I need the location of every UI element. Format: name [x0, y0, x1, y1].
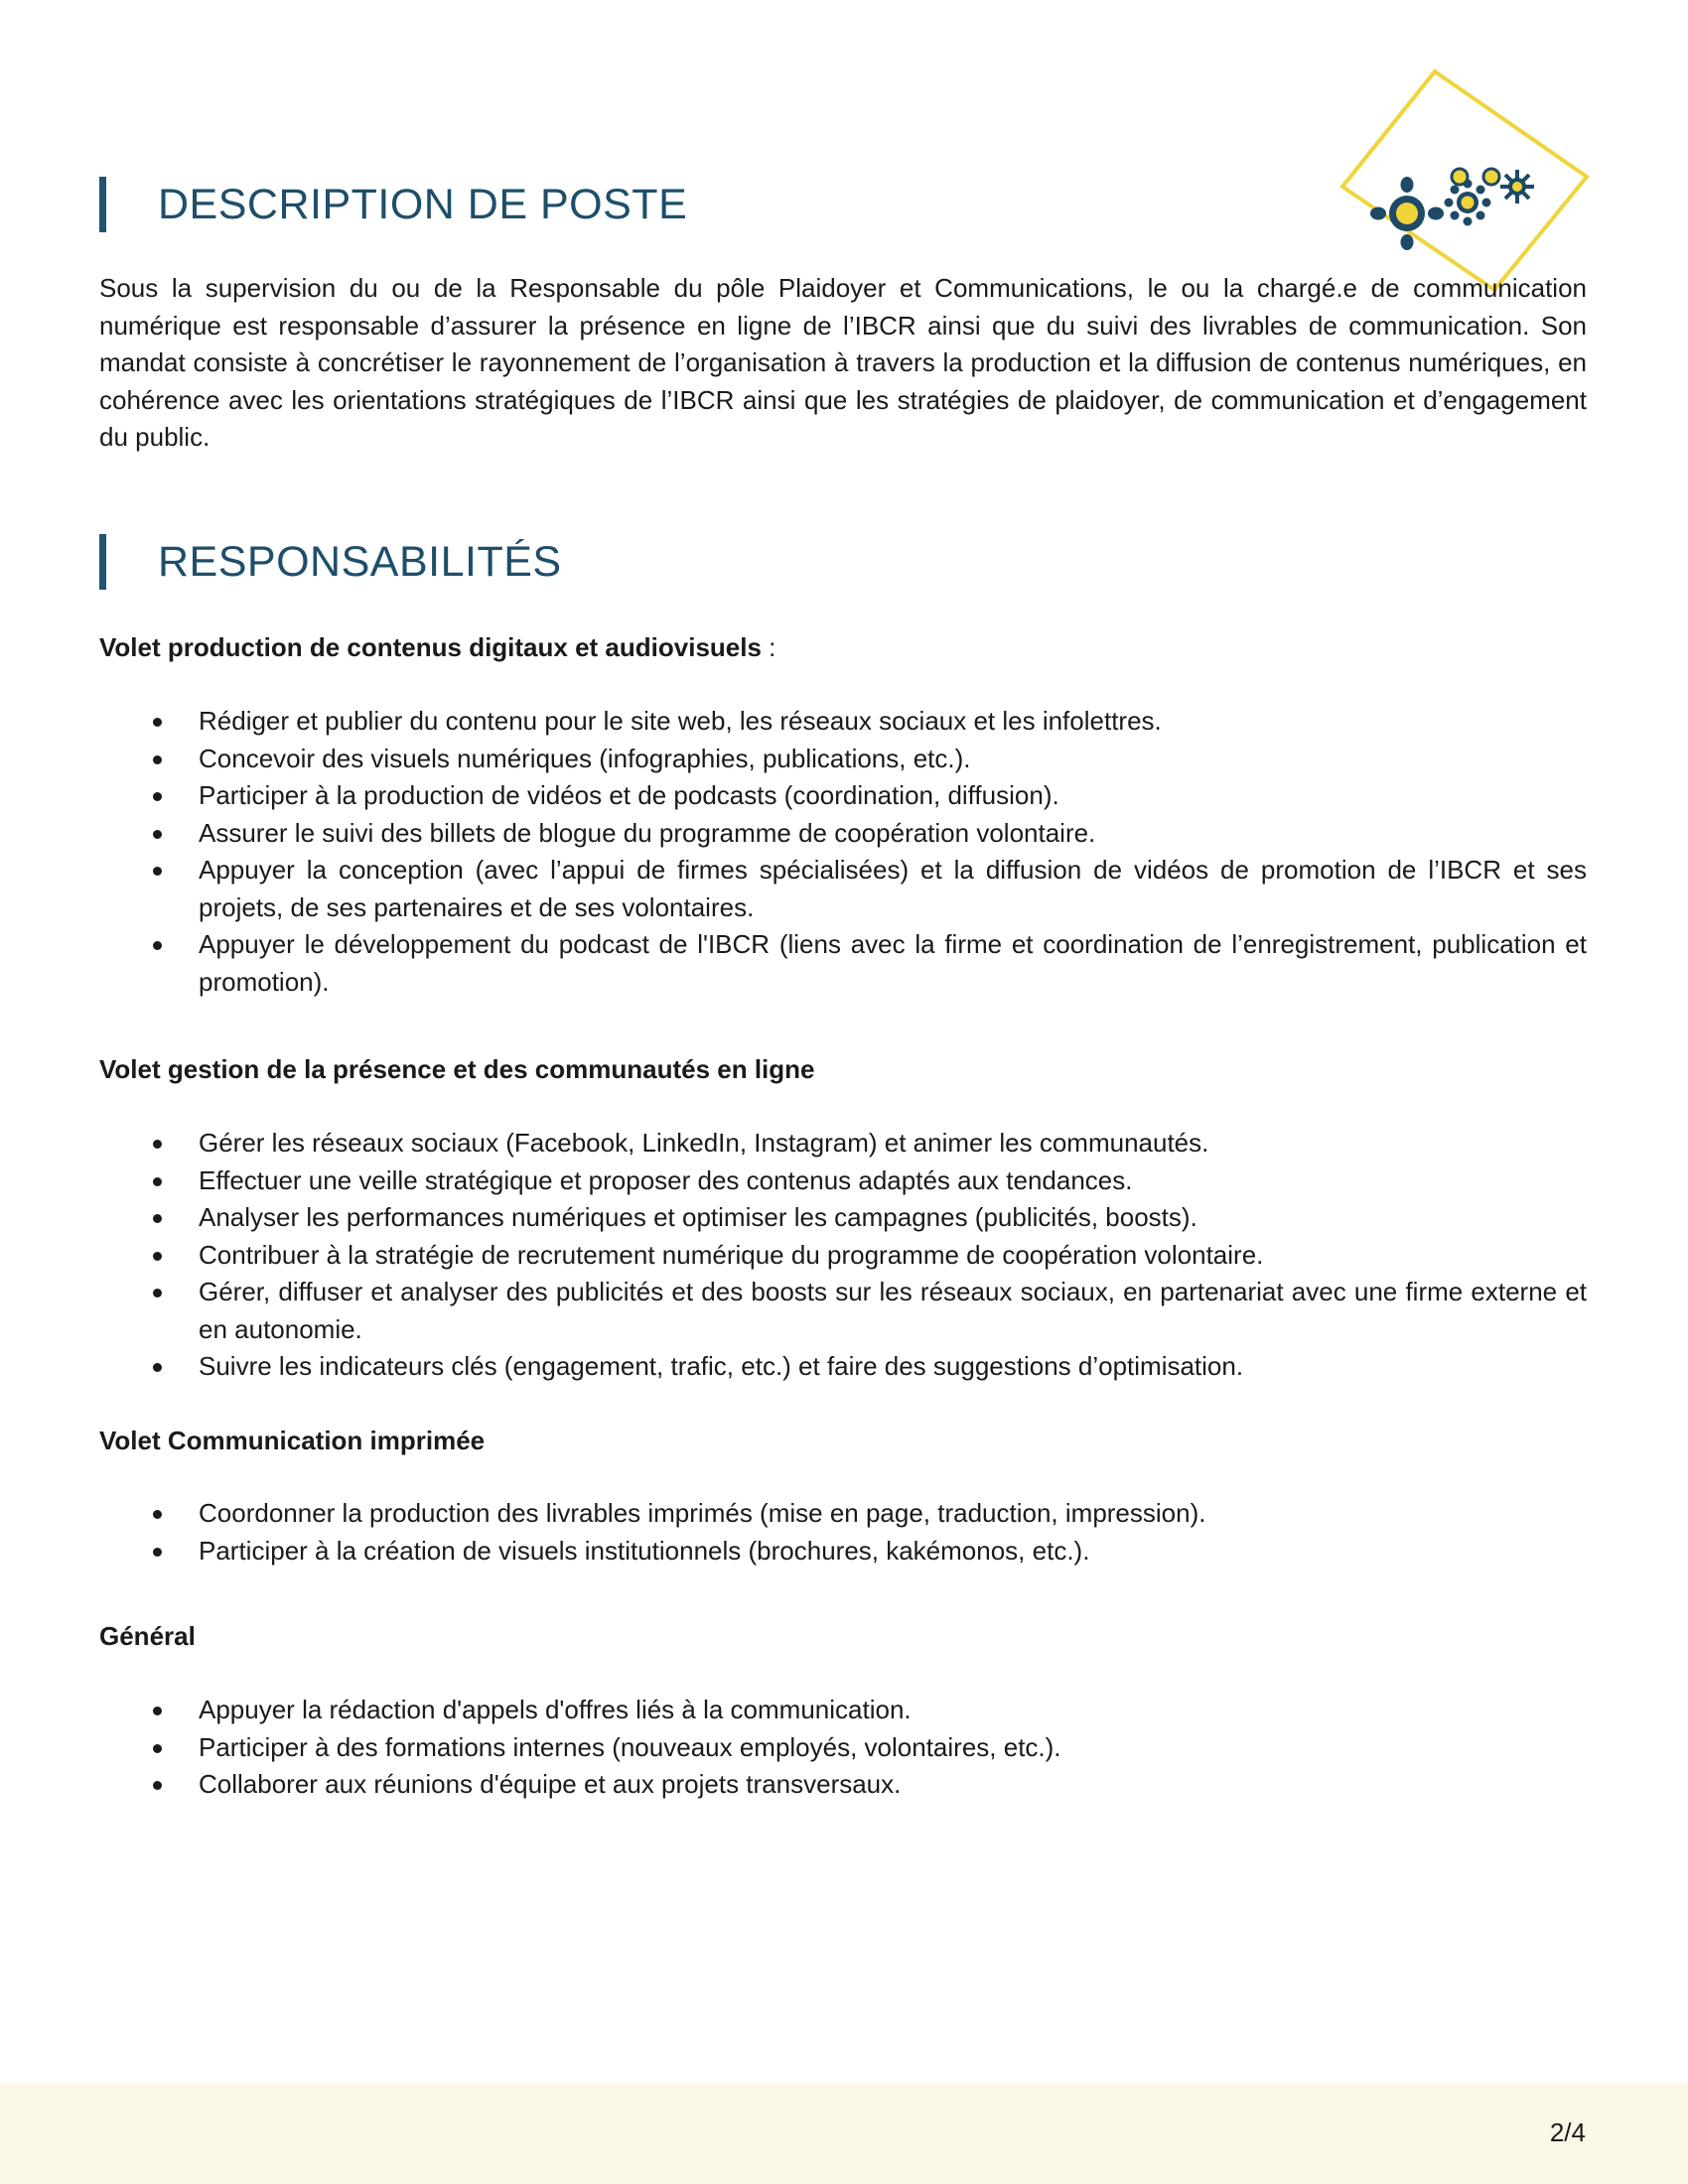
- group-heading: [99, 1051, 815, 1088]
- heading-accent-bar: [99, 534, 106, 590]
- list-item: Gérer les réseaux sociaux (Facebook, LinkedIn, Instagram) et animer les communautés.: [99, 1125, 1587, 1162]
- section-title: RESPONSABILITÉS: [158, 537, 562, 586]
- section-heading-responsibilities: [99, 534, 562, 590]
- list-item: Analyser les performances numériques et optimiser les campagnes (publicités, boosts).: [99, 1199, 1587, 1237]
- group-heading-text: Volet Communication imprimée: [99, 1426, 486, 1455]
- bullet-list: [99, 1692, 1587, 1804]
- bullet-list: [99, 703, 1587, 1001]
- group-heading: [99, 1423, 485, 1459]
- list-item: Rédiger et publier du contenu pour le site web, les réseaux sociaux et les infolettres.: [99, 703, 1587, 741]
- list-item: Coordonner la production des livrables imprimés (mise en page, traduction, impression).: [99, 1495, 1587, 1533]
- list-item: Appuyer la rédaction d'appels d'offres liés à la communication.: [99, 1692, 1587, 1729]
- group-heading-text: Volet production de contenus digitaux et audiovisuels: [99, 632, 762, 662]
- list-item: Collaborer aux réunions d'équipe et aux projets transversaux.: [99, 1766, 1587, 1804]
- group-heading-text: Volet gestion de la présence et des communautés en ligne: [99, 1054, 815, 1084]
- list-item: Participer à la création de visuels institutionnels (brochures, kakémonos, etc.).: [99, 1533, 1587, 1570]
- bullet-list: [99, 1125, 1587, 1386]
- group-heading: [99, 1618, 196, 1655]
- list-item: Contribuer à la stratégie de recrutement numérique du programme de coopération volontaire.: [99, 1237, 1587, 1275]
- page-footer: [0, 2084, 1688, 2184]
- group-heading-text: Général: [99, 1621, 196, 1651]
- list-item: Concevoir des visuels numériques (infographies, publications, etc.).: [99, 741, 1587, 778]
- group-heading-suffix: :: [761, 632, 776, 662]
- list-item: Assurer le suivi des billets de blogue du programme de coopération volontaire.: [99, 815, 1587, 853]
- list-item: Participer à la production de vidéos et de podcasts (coordination, diffusion).: [99, 777, 1587, 815]
- ibcr-flowers-logo-icon: [1301, 60, 1599, 298]
- list-item: Suivre les indicateurs clés (engagement, trafic, etc.) et faire des suggestions d’optimisation.: [99, 1348, 1587, 1386]
- section-title: DESCRIPTION DE POSTE: [158, 180, 688, 228]
- description-paragraph: Sous la supervision du ou de la Responsable du pôle Plaidoyer et Communications, le ou la chargé.e de communication numérique est responsable d’assurer la présence en ligne de l’IBCR ainsi que du suivi des livrables de communication. Son mandat consiste à concrétiser le rayonnement de l’organisation à travers la production et la diffusion de contenus numériques, en cohérence avec les orientations stratégiques de l’IBCR ainsi que les stratégies de plaidoyer, de communication et d’engagement du public.: [99, 273, 1587, 452]
- list-item: Appuyer le développement du podcast de l'IBCR (liens avec la firme et coordination de l’enregistrement, publication et promotion).: [99, 926, 1587, 1001]
- list-item: Participer à des formations internes (nouveaux employés, volontaires, etc.).: [99, 1729, 1587, 1767]
- list-item: Effectuer une veille stratégique et proposer des contenus adaptés aux tendances.: [99, 1162, 1587, 1200]
- list-item: Gérer, diffuser et analyser des publicités et des boosts sur les réseaux sociaux, en partenariat avec une firme externe et en autonomie.: [99, 1274, 1587, 1348]
- group-heading: [99, 629, 775, 666]
- page-number: 2/4: [1549, 2117, 1586, 2147]
- list-item: Appuyer la conception (avec l’appui de firmes spécialisées) et la diffusion de vidéos de promotion de l’IBCR et ses projets, de ses partenaires et de ses volontaires.: [99, 852, 1587, 926]
- section-heading-description: [99, 177, 687, 232]
- bullet-list: [99, 1495, 1587, 1570]
- heading-accent-bar: [99, 177, 106, 232]
